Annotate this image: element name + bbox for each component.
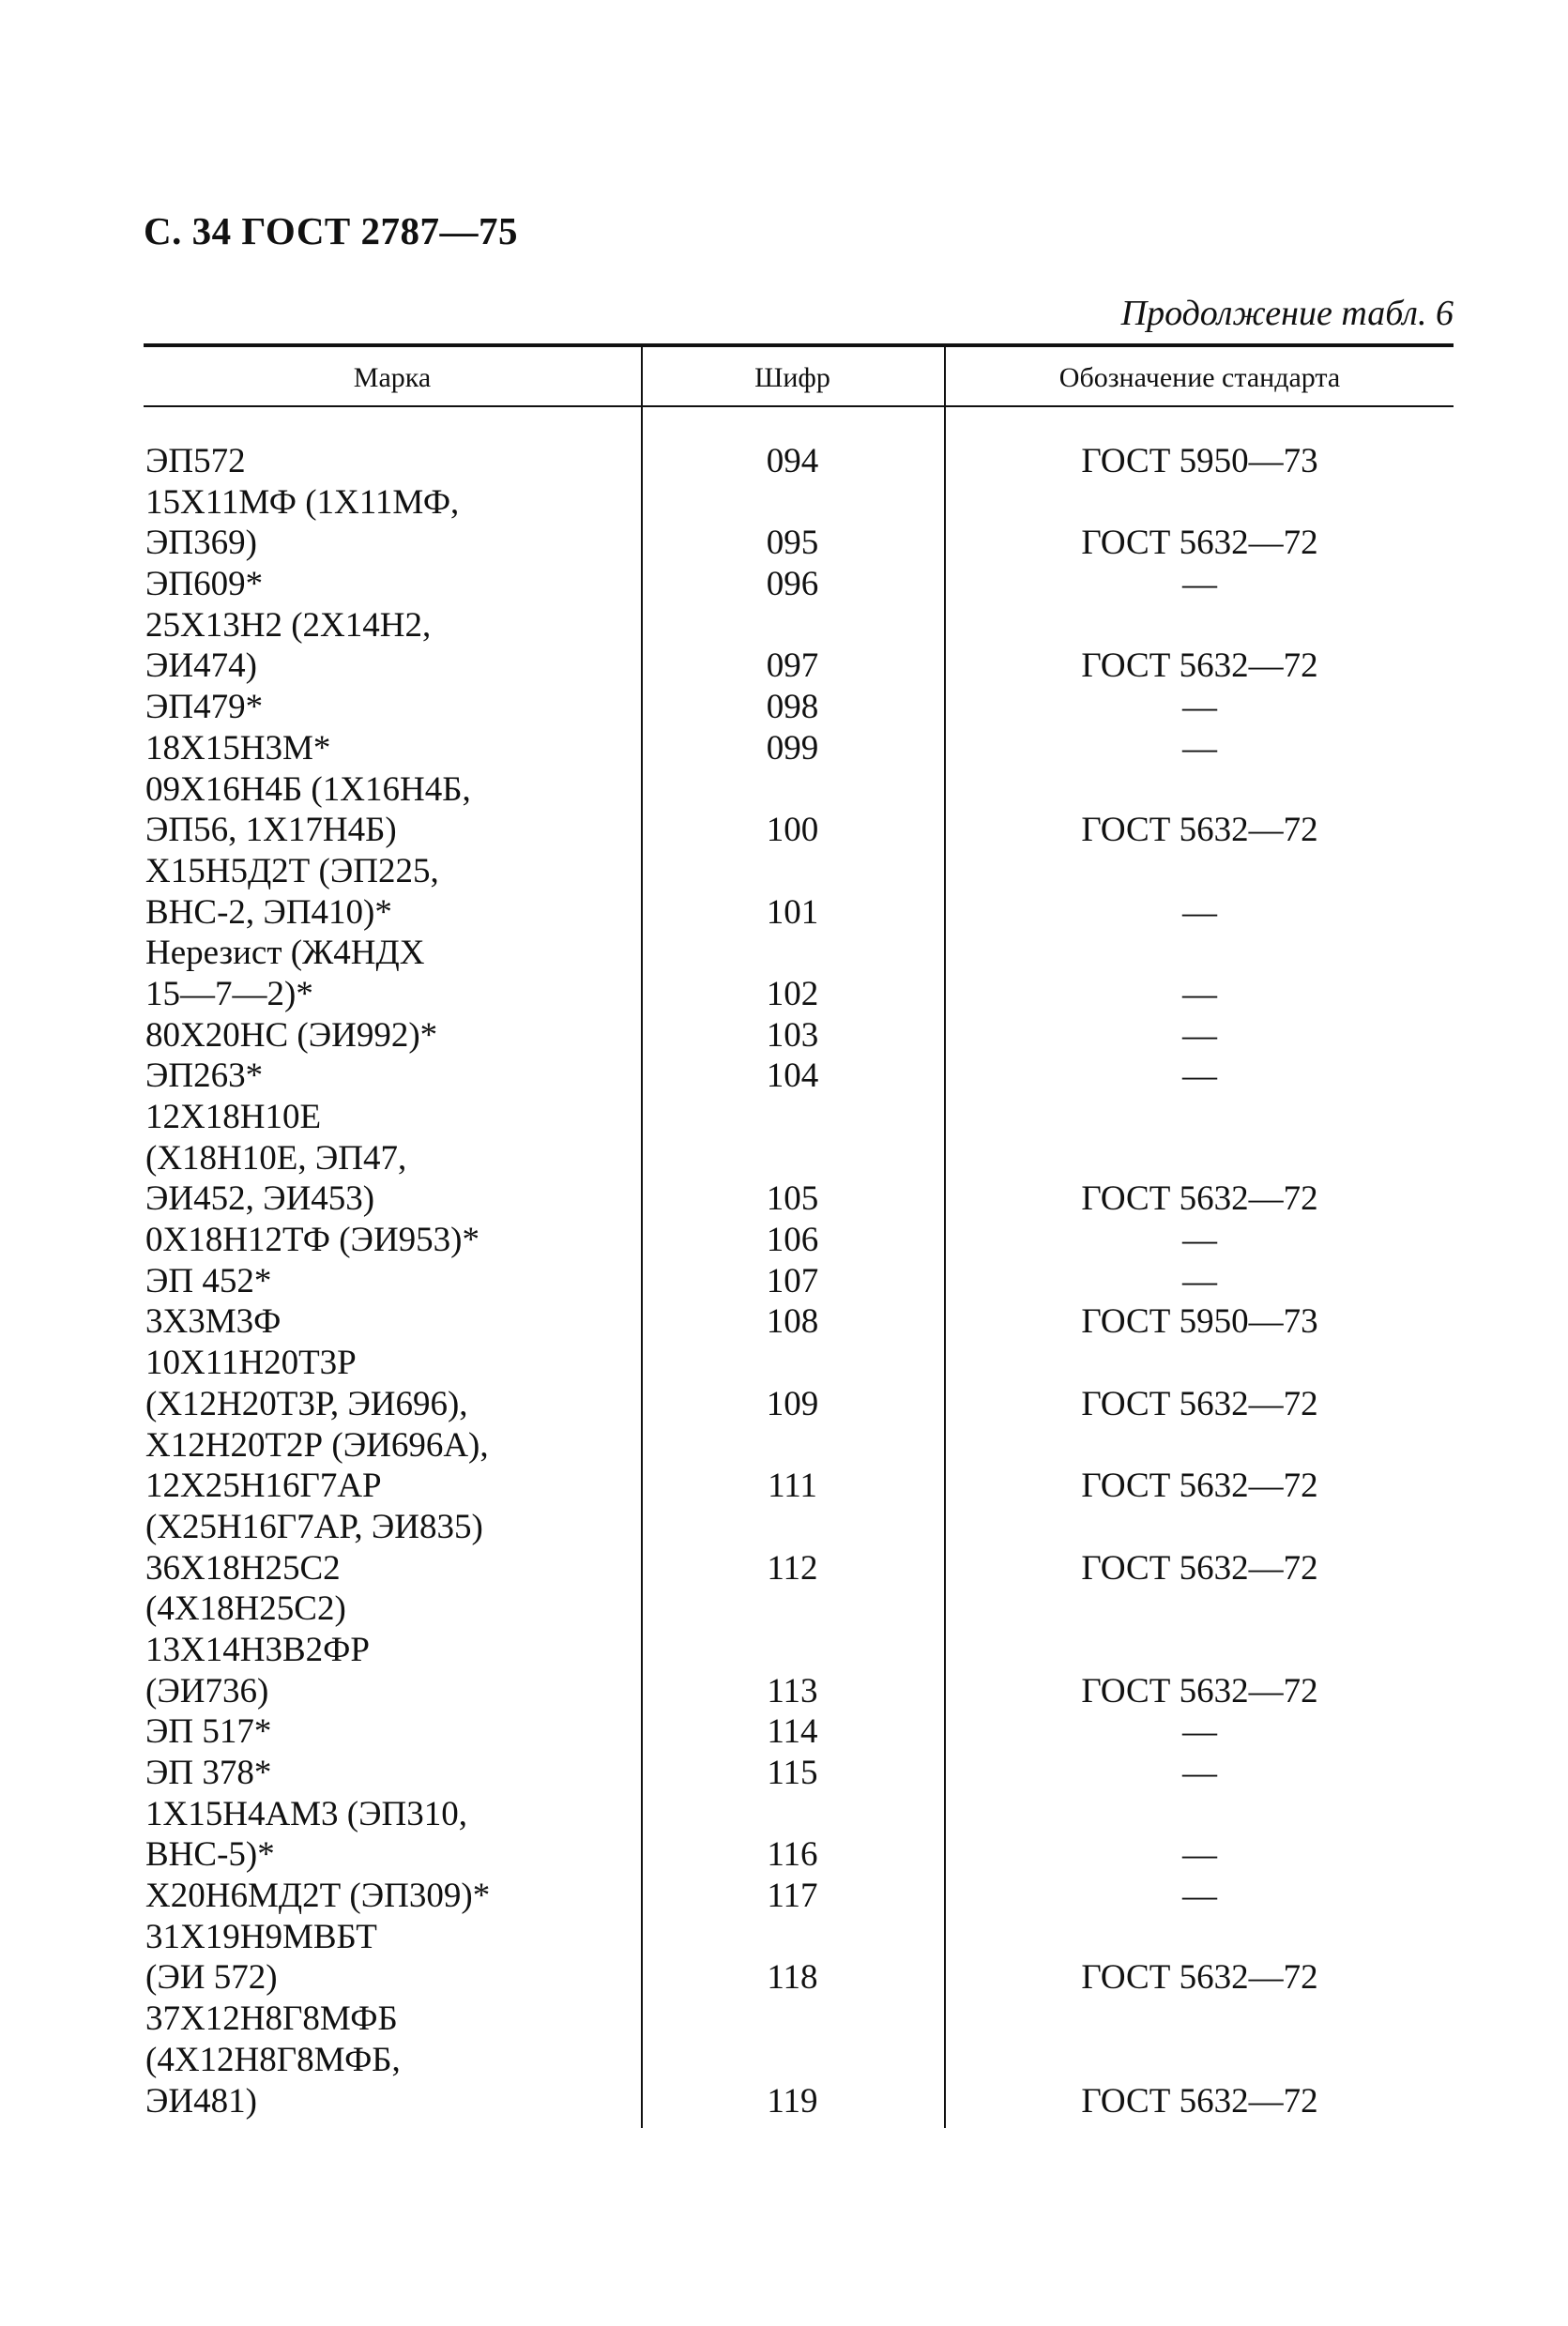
cell-marka: (Х25Н16Г7АР, ЭИ835) [145, 1507, 483, 1546]
table-row [144, 1507, 1454, 1548]
cell-marka: ЭП 452* [145, 1261, 272, 1300]
cell-standard: ГОСТ 5632—72 [1081, 646, 1318, 686]
cell-marka: (4Х12Н8Г8МФБ, [145, 2040, 401, 2079]
cell-marka: Х12Н20Т2Р (ЭИ696А), [145, 1425, 489, 1465]
table-body [144, 441, 1454, 2121]
cell-shifr: 116 [767, 1835, 818, 1875]
table-row [144, 1957, 1454, 1999]
cell-shifr: 114 [767, 1712, 818, 1752]
cell-standard: ГОСТ 5632—72 [1081, 2081, 1318, 2121]
cell-marka: ВНС-5)* [145, 1835, 275, 1875]
table-row [144, 1220, 1454, 1261]
table-row [144, 1630, 1454, 1671]
table-row [144, 1753, 1454, 1794]
cell-shifr: 096 [766, 565, 819, 604]
cell-marka: ЭП609* [145, 565, 264, 604]
table-row [144, 1343, 1454, 1384]
cell-marka: (Х18Н10Е, ЭП47, [145, 1138, 407, 1178]
table-continuation-caption: Продолжение табл. 6 [1120, 294, 1454, 333]
cell-shifr: 097 [766, 646, 819, 686]
table-row [144, 441, 1454, 482]
cell-shifr: 099 [766, 728, 819, 768]
cell-shifr: 109 [766, 1384, 819, 1423]
table-row [144, 1015, 1454, 1057]
cell-standard: — [1182, 565, 1217, 604]
column-header-standard: Обозначение стандарта [1058, 362, 1341, 393]
cell-marka: 3Х3М3Ф [145, 1302, 282, 1342]
cell-shifr: 100 [766, 811, 819, 850]
table-row [144, 646, 1454, 687]
table-row [144, 769, 1454, 811]
cell-standard: ГОСТ 5632—72 [1081, 1384, 1318, 1423]
cell-marka: (ЭИ736) [145, 1671, 269, 1710]
cell-standard: ГОСТ 5632—72 [1081, 1467, 1318, 1506]
cell-shifr: 105 [766, 1179, 819, 1219]
cell-shifr: 102 [766, 974, 819, 1013]
cell-standard: ГОСТ 5950—73 [1081, 1302, 1318, 1342]
cell-standard: — [1182, 1754, 1217, 1792]
cell-marka: ЭП572 [145, 442, 246, 480]
cell-marka: 25Х13Н2 (2Х14Н2, [145, 605, 432, 645]
table-row [144, 1178, 1454, 1220]
cell-shifr: 094 [766, 442, 819, 480]
cell-marka: ЭИ474) [145, 646, 257, 686]
table-row [144, 564, 1454, 605]
cell-marka: 13Х14Н3В2ФР [145, 1630, 370, 1669]
column-header-shifr: Шифр [754, 362, 830, 393]
table-row [144, 2040, 1454, 2081]
cell-marka: 12Х25Н16Г7АР [145, 1467, 382, 1506]
column-header-marka: Марка [353, 362, 432, 393]
table-row [144, 1261, 1454, 1302]
cell-marka: 12Х18Н10Е [145, 1098, 322, 1136]
cell-marka: 36Х18Н25С2 [145, 1548, 341, 1588]
cell-standard: — [1182, 1057, 1217, 1096]
table-row [144, 1917, 1454, 1958]
table-row [144, 687, 1454, 728]
table-row [144, 728, 1454, 769]
cell-standard: ГОСТ 5632—72 [1081, 811, 1318, 850]
cell-marka: ЭП479* [145, 688, 264, 727]
cell-standard: ГОСТ 5950—73 [1081, 442, 1318, 480]
table-row [144, 1548, 1454, 1589]
cell-standard: — [1182, 1261, 1217, 1300]
page-header: С. 34 ГОСТ 2787—75 [144, 209, 519, 252]
cell-standard: ГОСТ 5632—72 [1081, 1671, 1318, 1710]
cell-shifr: 104 [766, 1057, 819, 1096]
cell-marka: ЭП56, 1Х17Н4Б) [145, 811, 397, 850]
table-row [144, 1999, 1454, 2040]
cell-standard: — [1182, 1835, 1217, 1875]
cell-marka: ЭП263* [145, 1057, 264, 1096]
table-row [144, 2081, 1454, 2122]
cell-shifr: 111 [768, 1467, 817, 1506]
cell-marka: 37Х12Н8Г8МФБ [145, 1999, 398, 2039]
table-row [144, 1138, 1454, 1179]
table-top-rule [144, 343, 1454, 347]
table-row [144, 1301, 1454, 1343]
cell-standard: ГОСТ 5632—72 [1081, 1548, 1318, 1588]
table-row [144, 605, 1454, 646]
cell-marka: ЭП 378* [145, 1754, 272, 1792]
table-row [144, 1834, 1454, 1876]
cell-marka: 31Х19Н9МВБТ [145, 1917, 377, 1956]
cell-marka: 0Х18Н12ТФ (ЭИ953)* [145, 1221, 480, 1260]
table-row [144, 523, 1454, 564]
table-row [144, 1384, 1454, 1425]
cell-standard: — [1182, 1877, 1217, 1916]
cell-marka: 80Х20НС (ЭИ992)* [145, 1015, 438, 1055]
cell-standard: — [1182, 892, 1217, 932]
cell-shifr: 103 [766, 1015, 819, 1055]
cell-standard: — [1182, 1712, 1217, 1752]
cell-shifr: 112 [767, 1548, 818, 1588]
cell-shifr: 106 [766, 1221, 819, 1260]
cell-standard: ГОСТ 5632—72 [1081, 1179, 1318, 1219]
cell-marka: 10Х11Н20Т3Р [145, 1344, 357, 1383]
cell-shifr: 117 [767, 1877, 818, 1916]
cell-standard: — [1182, 688, 1217, 727]
cell-marka: 18Х15Н3М* [145, 728, 331, 768]
cell-shifr: 101 [766, 892, 819, 932]
table-row [144, 851, 1454, 892]
cell-marka: 1Х15Н4АМ3 (ЭП310, [145, 1794, 468, 1833]
cell-marka: ВНС-2, ЭП410)* [145, 892, 392, 932]
cell-marka: Х15Н5Д2Т (ЭП225, [145, 851, 439, 890]
cell-marka: (ЭИ 572) [145, 1958, 278, 1998]
table-row [144, 1589, 1454, 1630]
cell-marka: ЭИ452, ЭИ453) [145, 1179, 375, 1219]
cell-marka: (Х12Н20Т3Р, ЭИ696), [145, 1384, 468, 1423]
table-row [144, 974, 1454, 1015]
table-row [144, 482, 1454, 524]
cell-marka: 15—7—2)* [145, 974, 313, 1013]
cell-standard: — [1182, 1221, 1217, 1260]
cell-standard: ГОСТ 5632—72 [1081, 1958, 1318, 1998]
cell-marka: Х20Н6МД2Т (ЭП309)* [145, 1877, 491, 1916]
cell-marka: Нерезист (Ж4НДХ [145, 934, 425, 973]
cell-marka: ЭИ481) [145, 2081, 257, 2121]
table-row [144, 1425, 1454, 1467]
cell-shifr: 107 [766, 1261, 819, 1300]
cell-shifr: 118 [767, 1958, 818, 1998]
cell-marka: ЭП369) [145, 524, 257, 563]
table-row [144, 1711, 1454, 1753]
cell-standard: — [1182, 728, 1217, 768]
cell-marka: 15Х11МФ (1Х11МФ, [145, 482, 460, 522]
table-header-rule [144, 405, 1454, 407]
cell-shifr: 119 [767, 2081, 818, 2121]
table-row [144, 1056, 1454, 1097]
cell-marka: (4Х18Н25С2) [145, 1589, 346, 1629]
table-row [144, 1671, 1454, 1712]
table-row [144, 1466, 1454, 1507]
cell-marka: 09Х16Н4Б (1Х16Н4Б, [145, 769, 471, 809]
table-row [144, 1097, 1454, 1138]
cell-shifr: 113 [767, 1671, 818, 1710]
cell-shifr: 098 [766, 688, 819, 727]
table-row [144, 1794, 1454, 1835]
table-row [144, 810, 1454, 851]
cell-shifr: 115 [767, 1754, 818, 1792]
cell-standard: ГОСТ 5632—72 [1081, 524, 1318, 563]
table-row [144, 1876, 1454, 1917]
cell-marka: ЭП 517* [145, 1712, 272, 1752]
cell-shifr: 108 [766, 1302, 819, 1342]
table-row [144, 933, 1454, 974]
table-row [144, 892, 1454, 934]
cell-shifr: 095 [766, 524, 819, 563]
cell-standard: — [1182, 1015, 1217, 1055]
cell-standard: — [1182, 974, 1217, 1013]
